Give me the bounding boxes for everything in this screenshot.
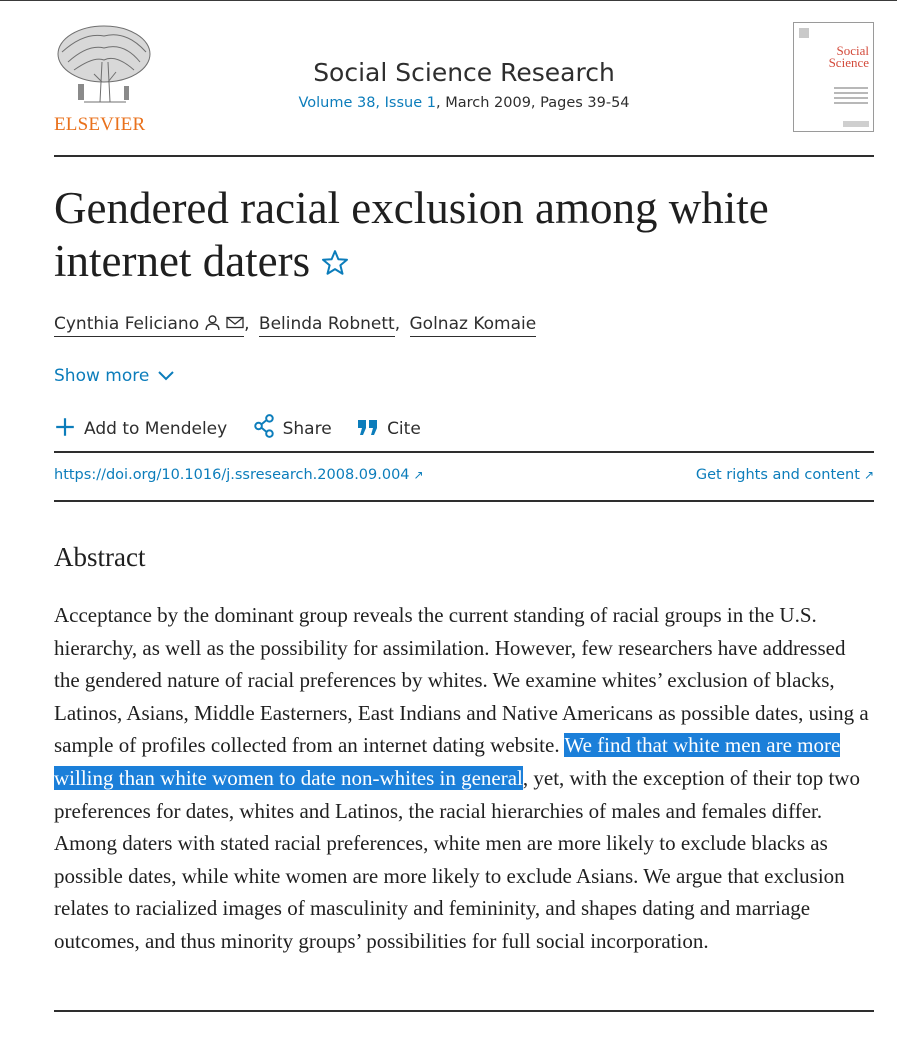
date-pages: , March 2009, Pages 39-54 [435, 95, 630, 111]
journal-info [174, 58, 754, 111]
top-border [0, 0, 897, 1]
doi-row [54, 467, 874, 483]
show-more-button[interactable] [54, 366, 175, 386]
plus-icon [54, 416, 76, 438]
header-divider [54, 155, 874, 157]
rights-link[interactable] [696, 467, 874, 483]
person-icon [204, 314, 221, 331]
chevron-down-icon [157, 370, 175, 382]
footer-divider [54, 1010, 874, 1012]
author-separator: , [394, 314, 401, 334]
abstract-text-part: Acceptance by the dominant group reveals the current standing of racial groups in the U.S. hierarchy, as well as the possibility for assimilation. However, few researchers have addressed the gendered nature of racial preferences by whites. We examine whites’ exclusion of blacks, Latinos, Asians, Middle Easterners, East Indians and Native Americans as possible dates, using a sample of profiles collected from an internet dating website. [54, 603, 869, 758]
cover-logo [799, 28, 809, 38]
doi-divider [54, 500, 874, 502]
elsevier-logo[interactable] [54, 22, 154, 134]
journal-title-link[interactable]: Social Science Research [313, 58, 615, 87]
journal-cover-thumbnail[interactable] [793, 22, 874, 132]
add-to-mendeley-button[interactable] [54, 416, 227, 439]
quote-icon [357, 418, 379, 438]
cite-label: Cite [387, 419, 421, 439]
article-title-text: Gendered racial exclusion among white internet daters [54, 183, 769, 286]
abstract-text-part: , yet, with the exception of their top two preferences for dates, whites and Latinos, the racial hierarchies of males and females differ. Among daters with stated racial preferences, white men are more likely to exclude blacks as possible dates, while white women are more likely to exclude Asians. We argue that exclusion relates to racialized images of masculinity and femininity, and shapes dating and marriage outcomes, and thus minority groups’ possibilities for full social incorporation. [54, 765, 860, 953]
article-header [54, 22, 874, 134]
show-more-label: Show more [54, 366, 150, 386]
add-to-mendeley-label: Add to Mendeley [84, 419, 228, 439]
author-link[interactable]: Golnaz Komaie [410, 314, 537, 337]
envelope-icon [226, 314, 244, 331]
star-outline-icon[interactable] [320, 248, 350, 278]
share-button[interactable] [253, 414, 332, 439]
cover-text-lines [834, 87, 868, 107]
selected-text-highlight[interactable]: We find that white men are more willing than white women to date non-whites in general [54, 733, 841, 790]
share-icon [253, 414, 275, 438]
external-link-icon: ↗ [413, 468, 424, 482]
actions-divider [54, 451, 874, 453]
cover-footer [843, 121, 869, 127]
abstract-text [54, 599, 876, 958]
cite-button[interactable] [357, 418, 421, 439]
rights-text: Get rights and content [695, 467, 860, 483]
author-name: Cynthia Feliciano [54, 314, 200, 334]
article-actions [54, 414, 441, 442]
doi-link[interactable] [54, 467, 424, 483]
abstract-heading: Abstract [54, 542, 146, 572]
author-separator: , [244, 314, 250, 334]
share-label: Share [282, 419, 332, 439]
tree-logo-icon [54, 22, 154, 110]
external-link-icon: ↗ [863, 468, 874, 482]
publisher-wordmark: ELSEVIER [54, 114, 146, 135]
author-link[interactable] [54, 314, 244, 337]
author-link[interactable]: Belinda Robnett [259, 314, 395, 337]
journal-meta [174, 95, 754, 111]
volume-issue-link[interactable]: Volume 38, Issue 1 [298, 95, 436, 111]
doi-text: https://doi.org/10.1016/j.ssresearch.2008.09.004 [54, 467, 410, 483]
author-list [54, 314, 536, 337]
cover-title: Social Science [828, 43, 869, 70]
article-title [54, 182, 854, 288]
